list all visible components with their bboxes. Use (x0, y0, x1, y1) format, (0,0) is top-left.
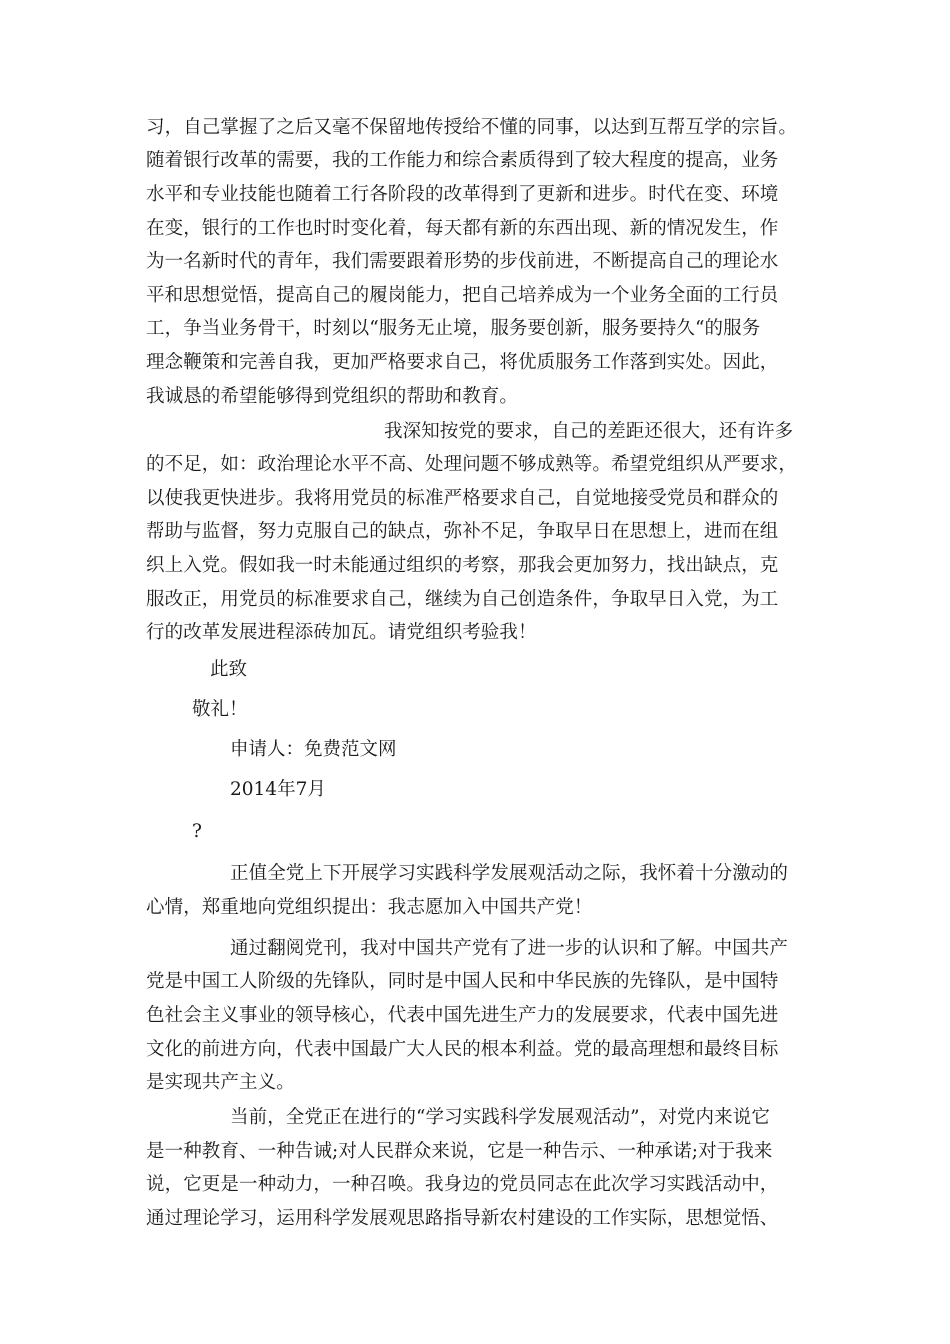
applicant-name: 申请人：免费范文网 (230, 739, 397, 760)
paragraph-line: 文化的前进方向，代表中国最广大人民的根本利益。党的最高理想和最终目标 (146, 1039, 779, 1060)
paragraph-line: 以使我更快进步。我将用党员的标准严格要求自己，自觉地接受党员和群众的 (146, 488, 779, 509)
paragraph-line: 水平和专业技能也随着工行各阶段的改革得到了更新和进步。时代在变、环境 (146, 184, 779, 205)
paragraph-line: 当前，全党正在进行的“学习实践科学发展观活动”，对党内来说它 (230, 1107, 770, 1128)
paragraph-line: 是实现共产主义。 (146, 1072, 295, 1093)
paragraph-line: 理念鞭策和完善自我，更加严格要求自己，将优质服务工作落到实处。因此， (146, 352, 779, 373)
paragraph-line: 帮助与监督，努力克服自己的缺点，弥补不足，争取早日在思想上，进而在组 (146, 521, 779, 542)
paragraph-line: 通过理论学习，运用科学发展观思路指导新农村建设的工作实际，思想觉悟、 (146, 1208, 779, 1229)
paragraph-line: 平和思想觉悟，提高自己的履岗能力，把自己培养成为一个业务全面的工行员 (146, 285, 779, 306)
paragraph-line: 行的改革发展进程添砖加瓦。请党组织考验我！ (146, 622, 537, 643)
paragraph-line: 是一种教育、一种告诫;对人民群众来说，它是一种告示、一种承诺;对于我来 (146, 1141, 773, 1162)
paragraph-line: 心情，郑重地向党组织提出：我志愿加入中国共产党！ (146, 897, 593, 918)
paragraph-line: 工，争当业务骨干，时刻以“服务无止境，服务要创新，服务要持久“的服务 (146, 318, 761, 339)
paragraph-line: 党是中国工人阶级的先锋队，同时是中国人民和中华民族的先锋队，是中国特 (146, 971, 779, 992)
closing-text: 此致 (210, 659, 248, 680)
paragraph-line: 我诚恳的希望能够得到党组织的帮助和教育。 (146, 386, 519, 407)
salute-text: 敬礼！ (192, 699, 248, 720)
paragraph-line: 色社会主义事业的领导核心，代表中国先进生产力的发展要求，代表中国先进 (146, 1005, 779, 1026)
paragraph-line: 随着银行改革的需要，我的工作能力和综合素质得到了较大程度的提高，业务 (146, 150, 779, 171)
date-text: 2014年7月 (230, 779, 326, 800)
paragraph-line: 通过翻阅党刊，我对中国共产党有了进一步的认识和了解。中国共产 (230, 938, 789, 959)
paragraph-line: 的不足，如：政治理论水平不高、处理问题不够成熟等。希望党组织从严要求， (146, 454, 798, 475)
paragraph-line: 习，自己掌握了之后又毫不保留地传授给不懂的同事，以达到互帮互学的宗旨。 (146, 117, 798, 138)
paragraph-line: 说，它更是一种动力，一种召唤。我身边的党员同志在此次学习实践活动中， (146, 1174, 779, 1195)
paragraph-line: 织上入党。假如我一时未能通过组织的考察，那我会更加努力，找出缺点，克 (146, 555, 779, 576)
paragraph-line: 服改正，用党员的标准要求自己，继续为自己创造条件，争取早日入党，为工 (146, 589, 779, 610)
unknown-mark: ? (192, 821, 202, 842)
paragraph-line: 为一名新时代的青年，我们需要跟着形势的步伐前进，不断提高自己的理论水 (146, 251, 779, 272)
paragraph-line: 在变，银行的工作也时时变化着，每天都有新的东西出现、新的情况发生，作 (146, 218, 779, 239)
paragraph-line: 我深知按党的要求，自己的差距还很大，还有许多 (384, 421, 794, 442)
paragraph-line: 正值全党上下开展学习实践科学发展观活动之际，我怀着十分激动的 (230, 863, 789, 884)
